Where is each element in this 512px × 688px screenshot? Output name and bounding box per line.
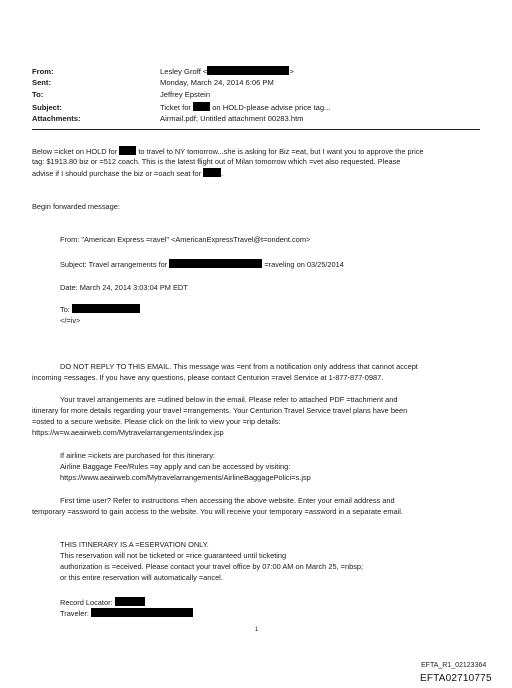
traveler-label: Traveler:: [60, 609, 89, 618]
redaction-block: [119, 146, 136, 155]
attachments-value: Airmail.pdf; Untitled attachment 00283.htm: [160, 114, 304, 123]
airline-line-2: Airline Baggage Fee/Rules =ay apply and can be accessed by visiting:: [60, 462, 291, 471]
header-sent-row: [32, 78, 274, 88]
body-line-2: tag: $1913.80 biz or =512 coach. This is the latest flight out of Milan tomorrow which =vet also requested. Please: [32, 157, 401, 166]
itinerary-line-3: authorization is =eceived. Please contact your travel office by 07:00 AM on March 25, =nbsp;: [60, 562, 364, 571]
first-time-line-1: First time user? Refer to instructions =hen accessing the above website. Enter your email address and: [60, 496, 395, 505]
subject-post: on HOLD-please advise price tag...: [212, 103, 331, 112]
body-line-3: [32, 168, 223, 180]
itinerary-line-4: or this entire reservation will automatically =ancel.: [60, 573, 223, 582]
to-value: Jeffrey Epstein: [160, 90, 211, 99]
header-to-row: [32, 90, 210, 100]
redaction-block: [115, 597, 145, 606]
fwd-div-line: </=iv>: [60, 316, 81, 325]
redaction-block: [203, 168, 224, 178]
from-value: Lesley Groff <: [160, 67, 208, 76]
notice-line-2: incoming =essages. If you have any questions, please contact Centurion =ravel Service at 1-877-877-0987.: [32, 373, 384, 382]
travel-line-1: Your travel arrangements are =utlined below in the email. Please refer to attached PDF =ttachment and: [60, 395, 398, 404]
header-attachments-row: [32, 114, 304, 124]
fwd-subject-post: =raveling on 03/25/2014: [264, 260, 344, 269]
footer-ref-large: EFTA02710775: [420, 673, 492, 684]
attachments-label: Attachments:: [32, 114, 81, 123]
page-number: 1: [255, 627, 259, 633]
body-text: .: [221, 169, 224, 178]
to-label: To:: [32, 90, 44, 99]
travel-line-3: =osted to a secure website. Please click on the link to view your =rip details:: [32, 417, 281, 426]
redaction-block: [193, 102, 210, 111]
body-text: Below =icket on HOLD for: [32, 147, 118, 156]
header-from-row: [32, 66, 294, 77]
subject-label: Subject:: [32, 103, 62, 112]
itinerary-line-2: This reservation will not be ticketed or =rice guaranteed until ticketing: [60, 551, 287, 560]
record-locator-line: [60, 597, 145, 609]
airline-link[interactable]: https://www.aeairweb.com/Mytravelarrangements/AirlineBaggagePolici=s.jsp: [60, 473, 311, 482]
fwd-to-label: To:: [60, 305, 70, 314]
fwd-to-line: [60, 304, 140, 316]
travel-link[interactable]: https://w=w.aeairweb.com/Mytravelarrangements/index.jsp: [32, 428, 224, 437]
traveler-line: [60, 608, 193, 620]
sent-label: Sent:: [32, 78, 51, 87]
body-text: advise if I should purchase the biz or =oach seat for: [32, 169, 202, 178]
notice-line-1: DO NOT REPLY TO THIS EMAIL. This message was =ent from a notification only address that cannot accept: [60, 362, 418, 371]
fwd-date-line: Date: March 24, 2014 3:03:04 PM EDT: [60, 283, 188, 292]
record-locator-label: Record Locator:: [60, 598, 113, 607]
subject-pre: Ticket for: [160, 103, 191, 112]
redaction-block: [207, 66, 289, 75]
redaction-block: [72, 304, 140, 313]
header-divider: [32, 129, 480, 130]
fwd-subject-line: [60, 259, 344, 271]
first-time-line-2: temporary =assword to gain access to the website. You will receive your temporary =assword in a separate email.: [32, 507, 403, 516]
fwd-from-line: From: "American Express =ravel" <AmericanExpressTravel@t=ondent.com>: [60, 235, 311, 244]
footer-ref-small: EFTA_R1_02123364: [421, 662, 487, 669]
from-tail: >: [289, 67, 294, 76]
sent-value: Monday, March 24, 2014 6:06 PM: [160, 78, 274, 87]
fwd-subject-pre: Subject: Travel arrangements for: [60, 260, 168, 269]
begin-forwarded: Begin forwarded message:: [32, 202, 120, 211]
header-subject-row: [32, 102, 330, 113]
body-text: to travel to NY tomorrow...she is asking for Biz =eat, but I want you to approve the price: [138, 147, 424, 156]
travel-line-2: itinerary for more details regarding your travel =rrangements. Your Centurion Travel Service travel plans have been: [32, 406, 408, 415]
airline-line-1: If airline =ickets are purchased for this itinerary:: [60, 451, 216, 460]
redaction-block: [91, 608, 193, 617]
itinerary-line-1: THIS ITINERARY IS A =ESERVATION ONLY.: [60, 540, 209, 549]
body-line-1: [32, 146, 424, 158]
redaction-block: [169, 259, 262, 268]
from-label: From:: [32, 67, 54, 76]
